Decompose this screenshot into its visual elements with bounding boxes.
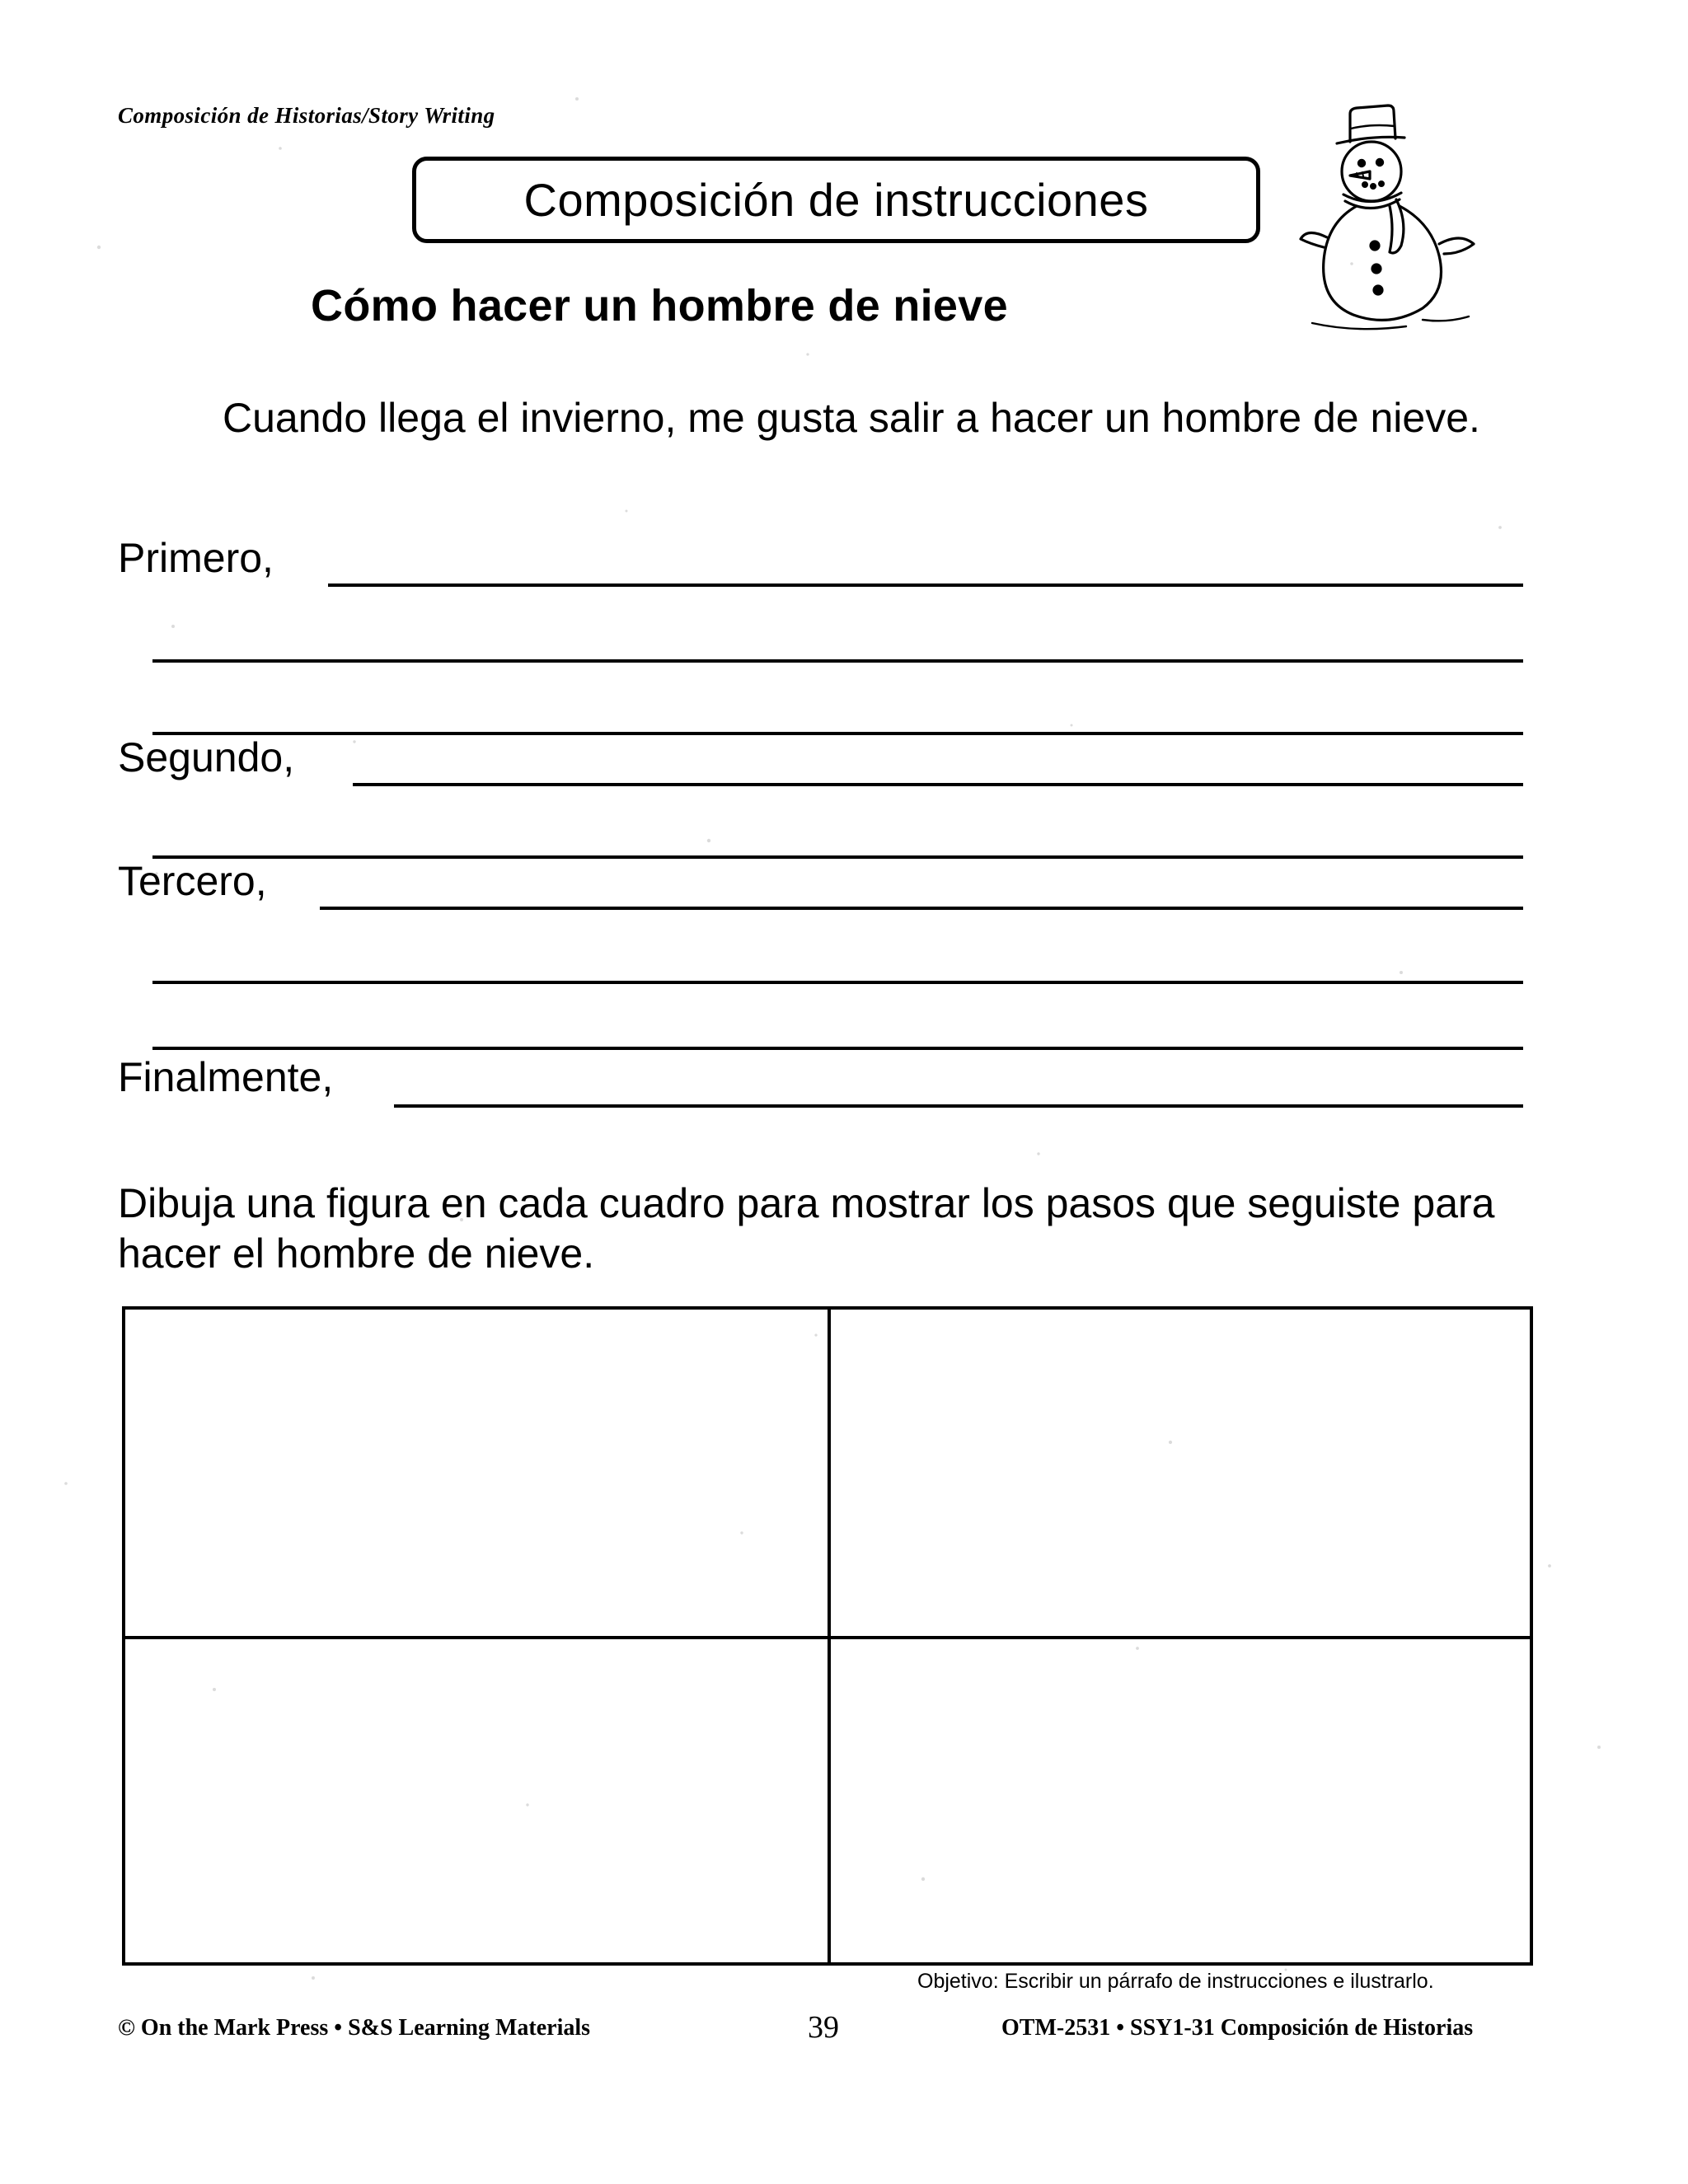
draw-box-4[interactable]	[828, 1636, 1530, 1962]
write-line-primero-2[interactable]	[152, 659, 1523, 663]
write-line-segundo-2[interactable]	[152, 855, 1523, 859]
page-header-label: Composición de Historias/Story Writing	[118, 103, 495, 128]
prompt-label-tercero: Tercero,	[118, 858, 267, 904]
snowman-illustration	[1299, 99, 1480, 379]
intro-paragraph	[115, 394, 1517, 443]
draw-box-2[interactable]	[828, 1310, 1530, 1636]
prompt-label-primero: Primero,	[118, 535, 274, 581]
title-box	[412, 157, 1260, 243]
write-line-primero-3[interactable]	[152, 732, 1523, 735]
write-line-finalmente-1[interactable]	[394, 1104, 1523, 1108]
write-line-tercero-3[interactable]	[152, 1047, 1523, 1050]
drawing-grid	[122, 1306, 1533, 1966]
prompt-label-segundo: Segundo,	[118, 734, 295, 780]
write-line-tercero-1[interactable]	[320, 907, 1523, 910]
prompt-label-finalmente: Finalmente,	[118, 1054, 334, 1100]
write-line-tercero-2[interactable]	[152, 981, 1523, 984]
objective-text: Objetivo: Escribir un párrafo de instrucciones e ilustrarlo.	[917, 1970, 1434, 1993]
footer-page-number: 39	[808, 2010, 839, 2045]
write-line-primero-1[interactable]	[328, 583, 1523, 587]
draw-box-3[interactable]	[125, 1636, 828, 1962]
drawing-instructions: Dibuja una figura en cada cuadro para mostrar los pasos que seguiste para hacer el hombre de nieve.	[118, 1180, 1495, 1277]
footer-product-code: OTM-2531 • SSY1-31 Composición de Historias	[1001, 2015, 1474, 2041]
draw-box-1[interactable]	[125, 1310, 828, 1636]
page-title: Composición de instrucciones	[523, 174, 1149, 226]
write-line-segundo-1[interactable]	[353, 783, 1523, 786]
intro-text: Cuando llega el invierno, me gusta salir a hacer un hombre de nieve.	[223, 395, 1480, 441]
footer-copyright: © On the Mark Press • S&S Learning Materials	[118, 2015, 591, 2041]
page-subtitle: Cómo hacer un hombre de nieve	[311, 281, 1008, 330]
